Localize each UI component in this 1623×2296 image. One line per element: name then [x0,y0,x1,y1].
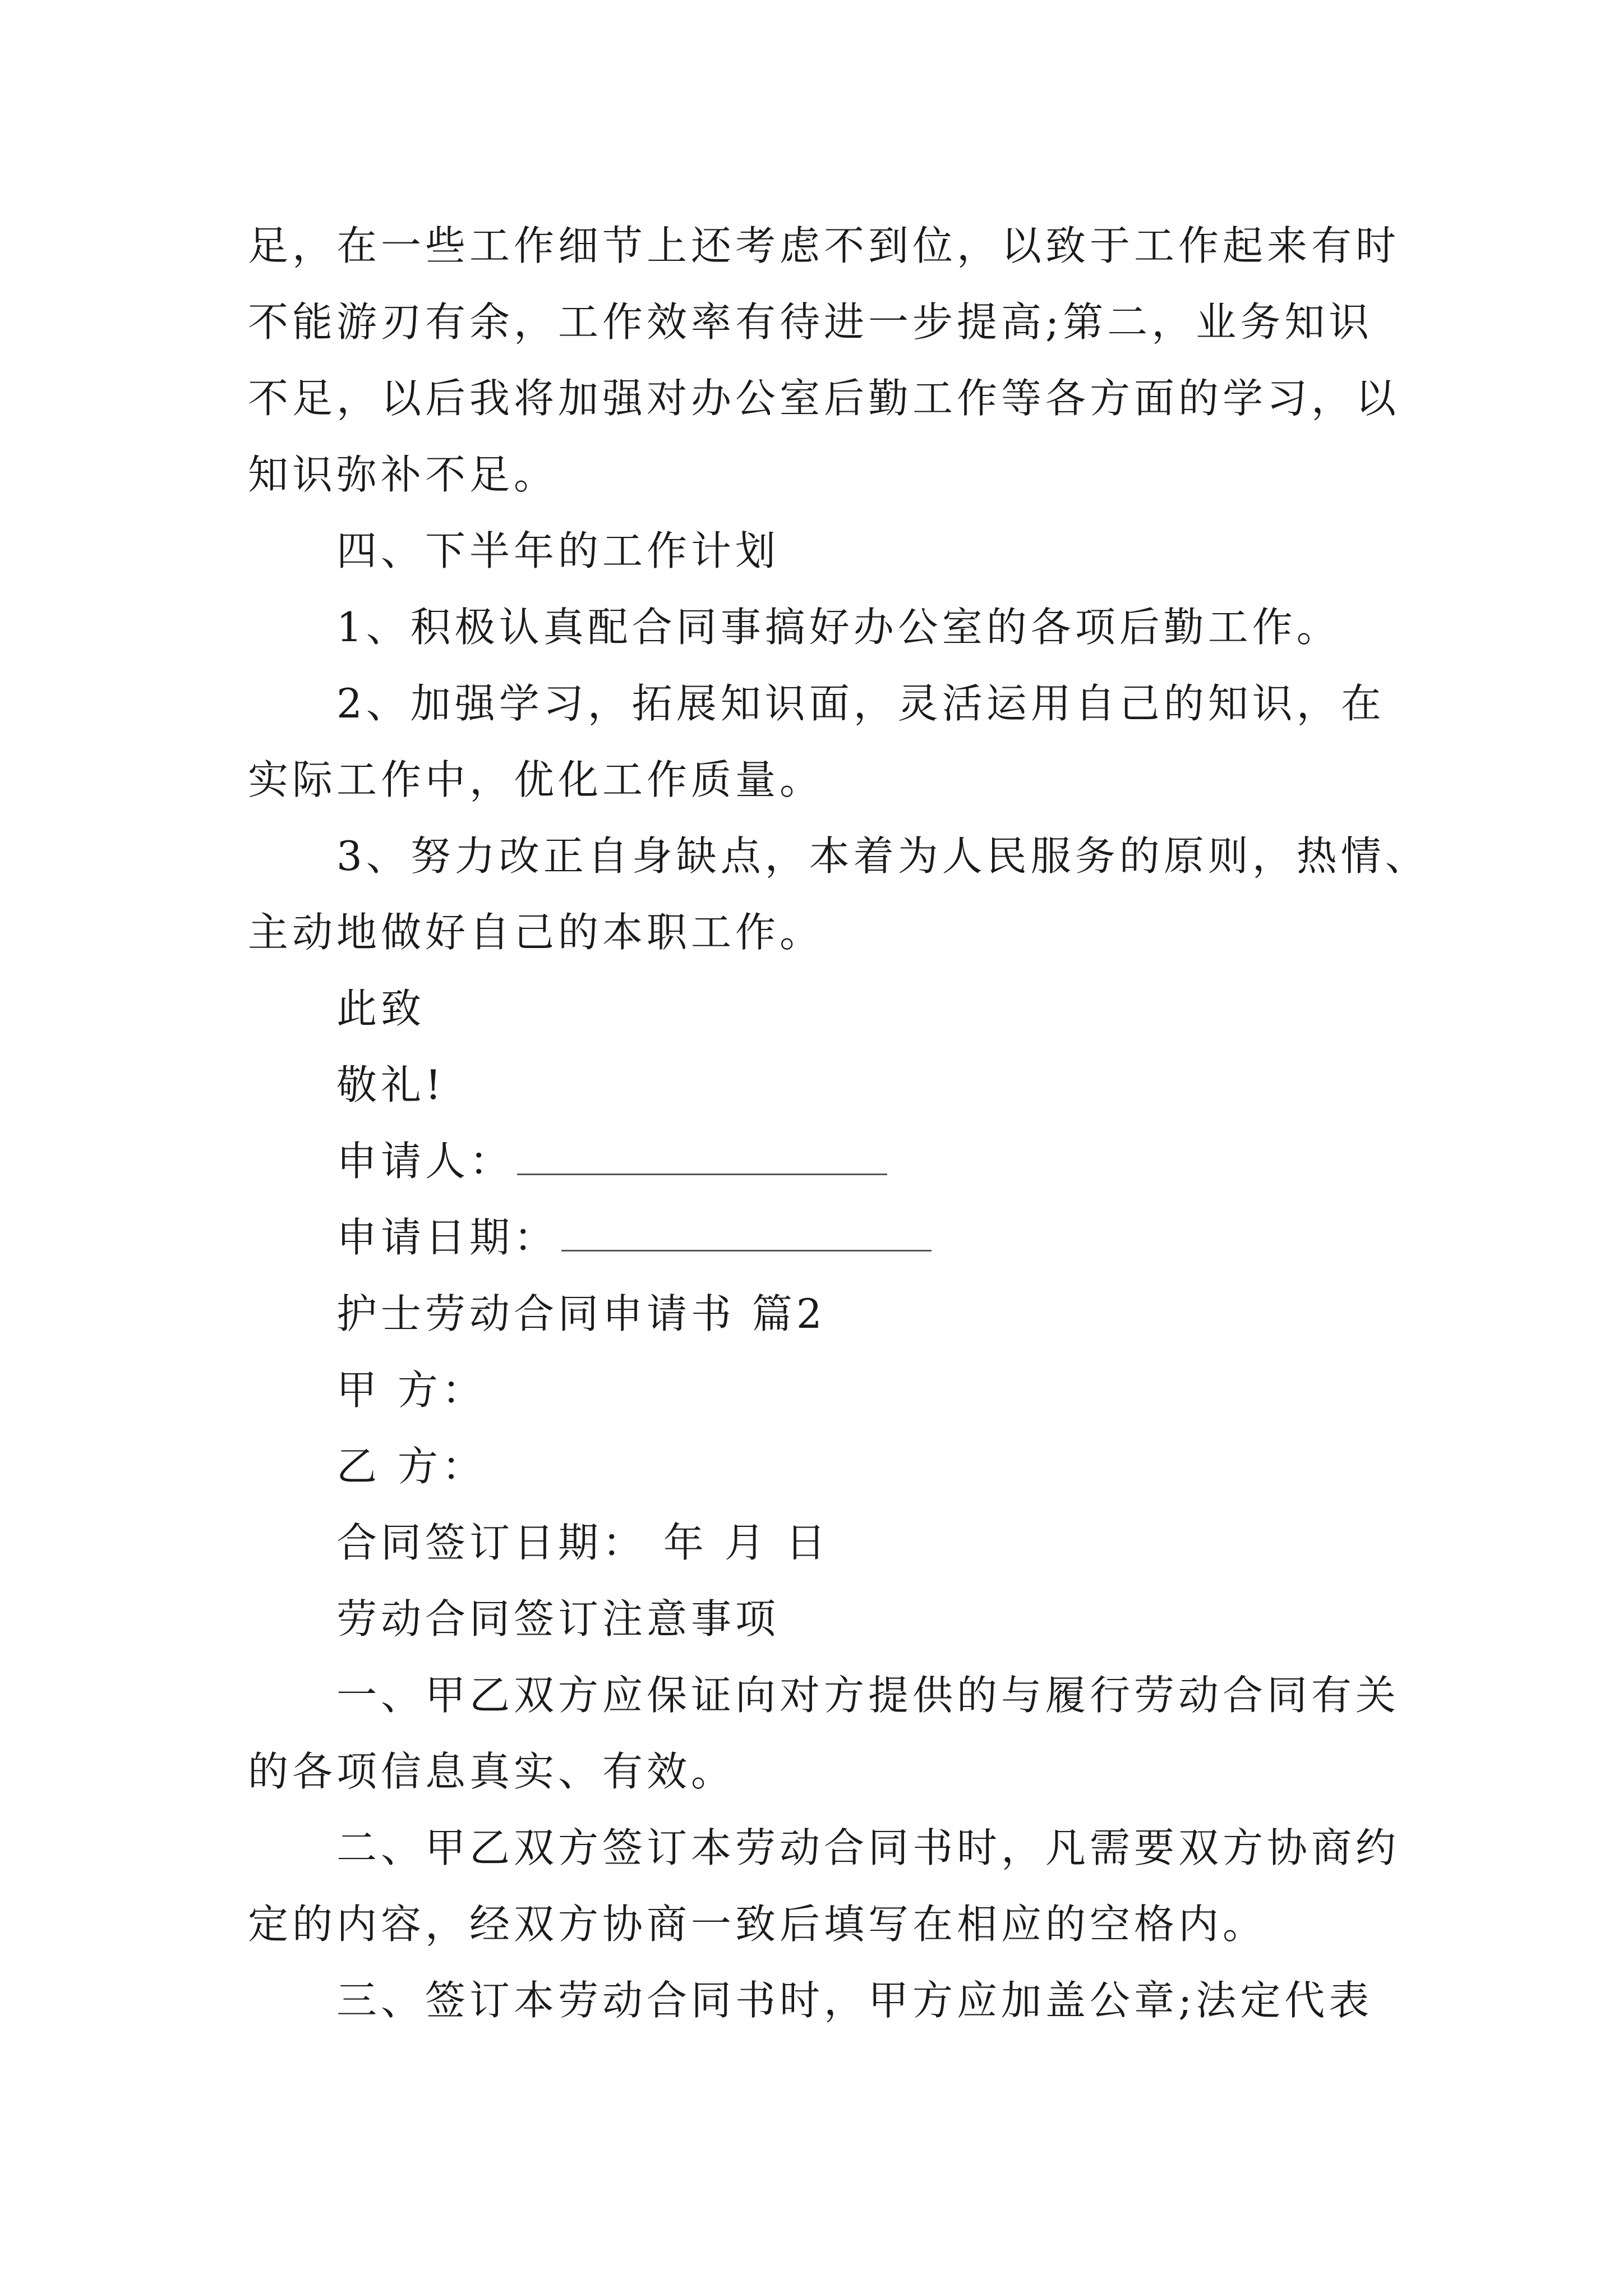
party-a-field: 甲 方： [336,1366,486,1414]
closing-text: 敬礼! [336,1061,445,1108]
section-heading: 劳动合同签订注意事项 [336,1595,780,1642]
list-item: 2、加强学习，拓展知识面，灵活运用自己的知识，在 [336,680,1385,727]
text-line: 定的内容，经双方协商一致后填写在相应的空格内。 [248,1901,1267,1948]
text-line: 知识弥补不足。 [248,451,559,498]
text-line: 实际工作中，优化工作质量。 [248,756,824,803]
apply-date-label: 申请日期： [336,1214,559,1261]
text-line: 不能游刃有余，工作效率有待进一步提高;第二，业务知识 [248,298,1373,346]
list-item: 三、签订本劳动合同书时，甲方应加盖公章;法定代表 [336,1977,1373,2024]
text-line: 的各项信息真实、有效。 [248,1748,736,1795]
applicant-blank [517,1173,887,1175]
apply-date-field [336,1214,932,1261]
text-line: 不足，以后我将加强对办公室后勤工作等各方面的学习，以 [248,375,1400,422]
list-item: 一、甲乙双方应保证向对方提供的与履行劳动合同有关 [336,1672,1400,1719]
text-line: 主动地做好自己的本职工作。 [248,909,824,956]
list-item: 二、甲乙双方签订本劳动合同书时，凡需要双方协商约 [336,1824,1400,1871]
list-item: 3、努力改正自身缺点，本着为人民服务的原则，热情、 [336,832,1430,880]
list-item: 1、积极认真配合同事搞好办公室的各项后勤工作。 [336,604,1341,651]
applicant-field [336,1138,887,1185]
contract-date-field: 合同签订日期： 年 月 日 [336,1519,830,1566]
apply-date-blank [561,1249,932,1251]
party-b-field: 乙 方： [336,1443,486,1490]
text-line: 足，在一些工作细节上还考虑不到位，以致于工作起来有时 [248,222,1400,269]
section-heading: 四、下半年的工作计划 [336,527,780,574]
closing-text: 此致 [336,985,426,1032]
section-title: 护士劳动合同申请书 篇2 [336,1290,826,1337]
applicant-label: 申请人： [336,1138,514,1185]
